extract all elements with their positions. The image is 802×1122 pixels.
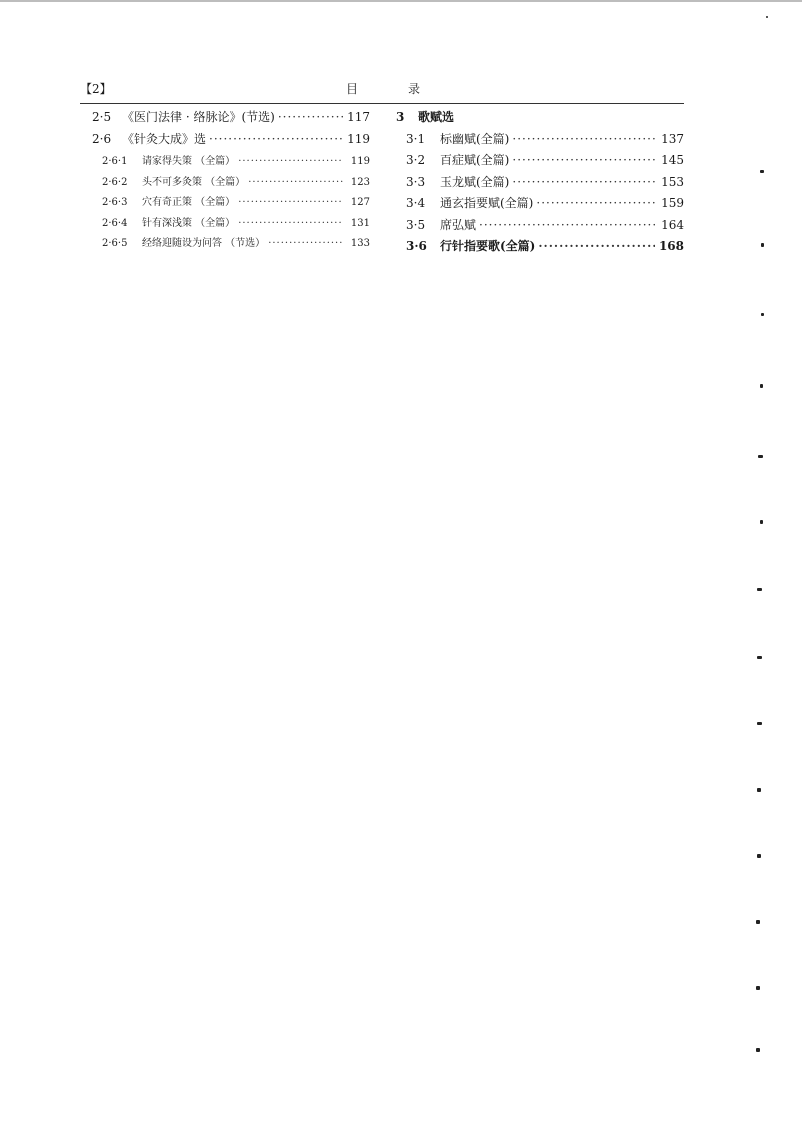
header-title-right: 录 xyxy=(408,82,421,96)
toc-entry[interactable] xyxy=(92,108,370,130)
entry-page: 119 xyxy=(350,156,370,167)
scan-speck xyxy=(757,722,762,725)
entry-title: 行针指要歌(全篇) xyxy=(440,238,536,253)
entry-page: 137 xyxy=(661,132,684,146)
toc-entry[interactable] xyxy=(92,152,370,173)
scan-speck xyxy=(760,170,764,173)
scan-speck xyxy=(761,243,764,247)
toc-entry[interactable] xyxy=(92,214,370,235)
entry-page: 131 xyxy=(350,217,370,229)
section-title: 歌赋选 xyxy=(418,110,455,124)
scan-speck xyxy=(757,588,762,591)
entry-number: 2·6·2 xyxy=(102,176,128,188)
entry-title: 《医门法律 · 络脉论》(节选) xyxy=(122,110,275,124)
entry-page: 133 xyxy=(350,238,370,249)
dot-leader xyxy=(268,238,343,249)
entry-title: 请家得失策 （全篇） xyxy=(142,156,236,167)
entry-page: 145 xyxy=(661,153,684,168)
toc-entry[interactable] xyxy=(396,237,684,258)
section-heading[interactable] xyxy=(396,108,684,130)
scan-speck xyxy=(757,656,762,659)
toc-entry[interactable] xyxy=(92,234,370,255)
toc-entry[interactable] xyxy=(92,173,370,194)
entry-number: 2·6·4 xyxy=(102,217,128,229)
entry-page: 127 xyxy=(350,197,370,208)
dot-leader xyxy=(238,156,343,167)
dot-leader xyxy=(278,110,343,124)
entry-number: 2·6·1 xyxy=(102,156,128,167)
scan-speck xyxy=(760,384,763,388)
dot-leader xyxy=(479,218,655,232)
entry-title: 针有深浅策 （全篇） xyxy=(142,217,236,229)
header-title-left: 目 xyxy=(346,82,359,96)
entry-title: 头不可多灸策 （全篇） xyxy=(142,176,246,188)
dot-leader xyxy=(538,239,655,253)
entry-page: 123 xyxy=(350,176,370,188)
scan-speck xyxy=(760,520,763,524)
entry-number: 3·5 xyxy=(406,217,426,232)
dot-leader xyxy=(536,196,655,210)
scan-speck xyxy=(756,1048,760,1052)
entry-page: 153 xyxy=(661,174,684,189)
entry-title: 百症赋(全篇) xyxy=(440,153,510,168)
entry-number: 3·4 xyxy=(406,196,426,211)
scan-speck xyxy=(757,788,761,792)
entry-page: 164 xyxy=(661,217,684,232)
entry-number: 3·6 xyxy=(406,238,427,253)
scan-speck xyxy=(756,986,760,990)
dot-leader xyxy=(209,132,343,146)
entry-number: 2·6 xyxy=(92,132,112,146)
entry-number: 2·6·3 xyxy=(102,197,128,208)
dot-leader xyxy=(238,218,343,229)
dot-leader xyxy=(512,132,655,146)
dot-leader xyxy=(238,197,343,208)
page-marker: 【2】 xyxy=(80,82,112,96)
toc-entry[interactable] xyxy=(396,173,684,194)
entry-page: 168 xyxy=(658,238,684,253)
entry-page: 119 xyxy=(347,132,370,146)
toc-left-column xyxy=(92,108,370,255)
toc-entry[interactable] xyxy=(396,151,684,172)
entry-page: 117 xyxy=(347,110,370,124)
section-number: 3 xyxy=(396,110,405,124)
entry-number: 2·5 xyxy=(92,110,112,124)
entry-title: 穴有奇正策 （全篇） xyxy=(142,197,236,208)
scan-top-edge xyxy=(0,0,802,2)
toc-entry[interactable] xyxy=(396,216,684,237)
entry-title: 经络迎随设为问答 （节选） xyxy=(142,238,266,249)
dot-leader xyxy=(512,153,655,167)
entry-page: 159 xyxy=(661,196,684,211)
header-rule xyxy=(80,103,684,104)
dot-leader xyxy=(512,175,655,189)
entry-title: 玉龙赋(全篇) xyxy=(440,174,510,189)
toc-right-column xyxy=(396,108,684,258)
entry-number: 3·2 xyxy=(406,153,426,168)
toc-entry[interactable] xyxy=(396,194,684,215)
toc-entry[interactable] xyxy=(92,193,370,214)
scan-speck xyxy=(758,455,763,458)
scan-speck xyxy=(761,313,764,316)
entry-title: 通玄指要赋(全篇) xyxy=(440,196,534,211)
scan-speck xyxy=(756,920,760,924)
entry-title: 席弘赋 xyxy=(440,217,477,232)
entry-number: 2·6·5 xyxy=(102,238,128,249)
scan-speck xyxy=(757,854,761,858)
entry-number: 3·1 xyxy=(406,132,426,146)
toc-entry[interactable] xyxy=(396,130,684,151)
toc-entry[interactable] xyxy=(92,130,370,152)
entry-number: 3·3 xyxy=(406,174,426,189)
dot-leader xyxy=(248,177,343,188)
entry-title: 标幽赋(全篇) xyxy=(440,132,510,146)
entry-title: 《针灸大成》选 xyxy=(122,132,207,146)
scan-speck xyxy=(766,16,768,18)
